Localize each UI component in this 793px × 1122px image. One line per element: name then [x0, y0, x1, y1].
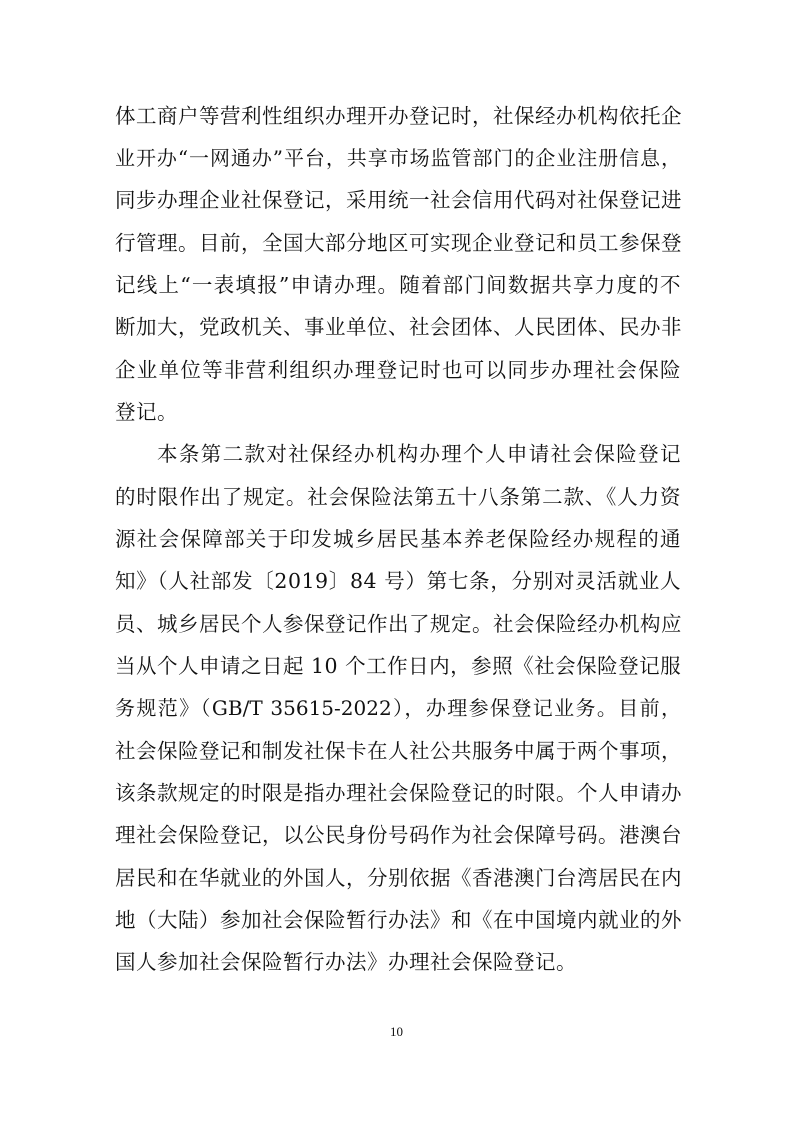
paragraph-2-line-3: 源社会保障部关于印发城乡居民基本养老保险经办规程的通 [115, 527, 681, 551]
paragraph-1-line-2: 业开办“一网通办”平台，共享市场监管部门的企业注册信息， [115, 146, 681, 170]
paragraph-2-line-1: 本条第二款对社保经办机构办理个人申请社会保险登记 [157, 442, 681, 466]
paragraph-2-line-5: 员、城乡居民个人参保登记作出了规定。社会保险经办机构应 [115, 612, 682, 636]
paragraph-1-line-5: 记线上“一表填报”申请办理。随着部门间数据共享力度的不 [115, 273, 681, 297]
paragraph-2-line-11: 居民和在华就业的外国人，分别依据《香港澳门台湾居民在内 [115, 866, 682, 890]
paragraph-2-line-2: 的时限作出了规定。社会保险法第五十八条第二款、《人力资 [115, 485, 681, 509]
paragraph-2-line-8: 社会保险登记和制发社保卡在人社公共服务中属于两个事项， [115, 739, 682, 763]
page-number: 10 [390, 1024, 403, 1039]
paragraph-2-line-10: 理社会保险登记，以公民身份号码作为社会保障号码。港澳台 [115, 823, 682, 847]
paragraph-2-line-9: 该条款规定的时限是指办理社会保险登记的时限。个人申请办 [115, 781, 682, 805]
paragraph-1-line-7: 企业单位等非营利组织办理登记时也可以同步办理社会保险 [115, 358, 681, 382]
paragraph-1-line-1: 体工商户等营利性组织办理开办登记时，社保经办机构依托企 [115, 104, 682, 128]
paragraph-2-line-6: 当从个人申请之日起 10 个工作日内，参照《社会保险登记服 [115, 654, 682, 678]
paragraph-2-line-4: 知》（人社部发〔2019〕84 号）第七条，分别对灵活就业人 [115, 569, 681, 593]
paragraph-1-line-3: 同步办理企业社保登记，采用统一社会信用代码对社保登记进 [115, 188, 682, 212]
paragraph-2-line-13: 国人参加社会保险暂行办法》办理社会保险登记。 [115, 950, 577, 974]
paragraph-2-line-7: 务规范》（GB/T 35615-2022），办理参保登记业务。目前， [115, 696, 681, 720]
paragraph-1-line-8: 登记。 [115, 400, 178, 424]
paragraph-1-line-6: 断加大，党政机关、事业单位、社会团体、人民团体、民办非 [115, 315, 682, 339]
paragraph-1-line-4: 行管理。目前，全国大部分地区可实现企业登记和员工参保登 [115, 231, 682, 255]
paragraph-2-line-12: 地（大陆）参加社会保险暂行办法》和《在中国境内就业的外 [115, 908, 682, 932]
